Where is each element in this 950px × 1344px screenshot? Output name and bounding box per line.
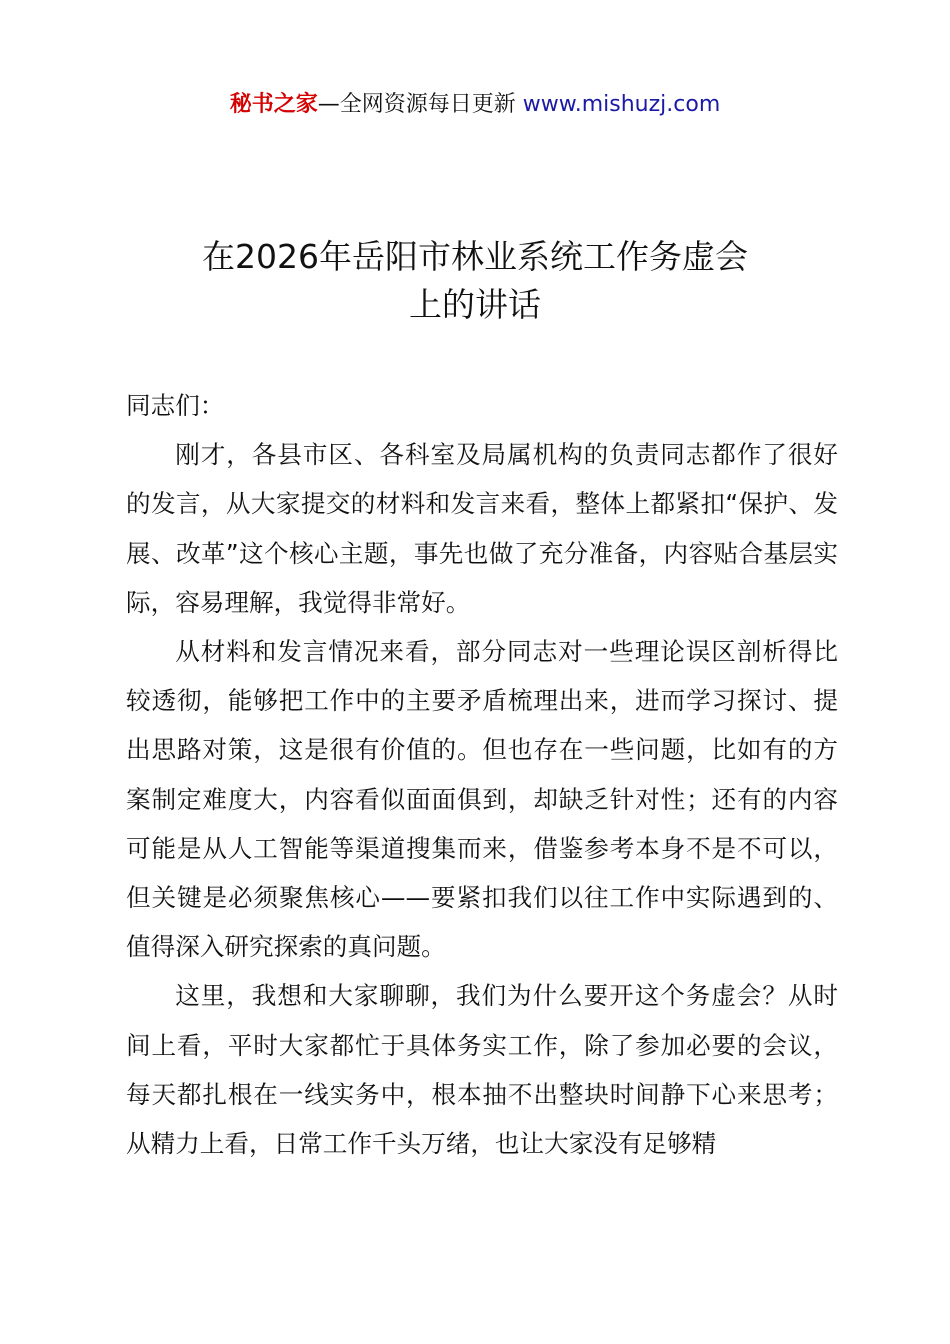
site-brand: 秘书之家 (229, 92, 318, 117)
site-header (0, 88, 950, 122)
title-line-2: 上的讲话 (409, 285, 541, 324)
paragraph-3: 这里，我想和大家聊聊，我们为什么要开这个务虚会？从时间上看，平时大家都忙于具体务实工作，除了参加必要的会议，每天都扎根在一线实务中，根本抽不出整块时间静下心来思考；从精力上看，日常工作千头万绪，也让大家没有足够精 (126, 981, 838, 1159)
document-body (126, 381, 838, 1168)
salutation: 同志们： (126, 391, 225, 420)
document-title (0, 233, 950, 329)
site-tagline: —全网资源每日更新 (317, 92, 523, 117)
title-line-1: 在2026年岳阳市林业系统工作务虚会 (202, 237, 748, 276)
site-url-link[interactable]: www.mishuzj.com (522, 92, 721, 117)
paragraph-2: 从材料和发言情况来看，部分同志对一些理论误区剖析得比较透彻，能够把工作中的主要矛盾梳理出来，进而学习探讨、提出思路对策，这是很有价值的。但也存在一些问题，比如有的方案制定难度大，内容看似面面俱到，却缺乏针对性；还有的内容可能是从人工智能等渠道搜集而来，借鉴参考本身不是不可以，但关键是必须聚焦核心——要紧扣我们以往工作中实际遇到的、值得深入研究探索的真问题。 (126, 637, 838, 962)
paragraph-1: 刚才，各县市区、各科室及局属机构的负责同志都作了很好的发言，从大家提交的材料和发言来看，整体上都紧扣“保护、发展、改革”这个核心主题，事先也做了充分准备，内容贴合基层实际，容易理解，我觉得非常好。 (126, 440, 838, 617)
